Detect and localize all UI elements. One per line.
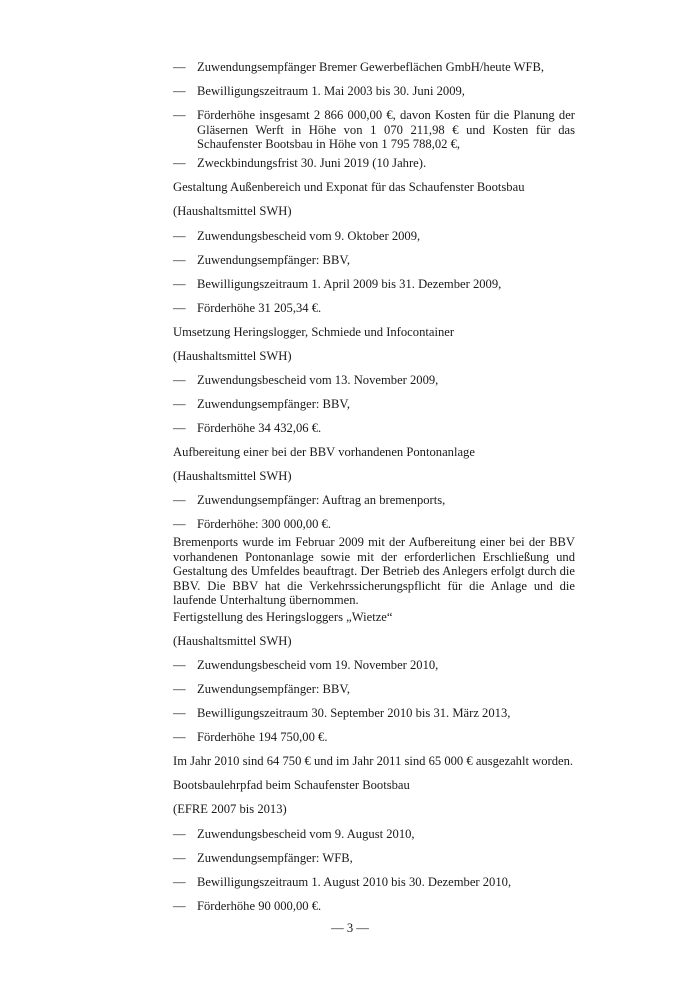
paragraph: (Haushaltsmittel SWH) xyxy=(173,634,292,648)
paragraph: (Haushaltsmittel SWH) xyxy=(173,469,292,483)
list-item-text: Bewilligungszeitraum 1. April 2009 bis 31. Dezember 2009, xyxy=(197,277,502,291)
list-item xyxy=(173,397,575,412)
list-item xyxy=(173,60,575,75)
dash-bullet: — xyxy=(173,682,186,696)
list-item-text: Bewilligungszeitraum 1. Mai 2003 bis 30. Juni 2009, xyxy=(197,84,465,98)
list-item xyxy=(173,875,575,890)
dash-bullet: — xyxy=(173,658,186,672)
paragraph: Fertigstellung des Heringsloggers „Wietze“ xyxy=(173,610,393,624)
dash-bullet: — xyxy=(173,875,186,889)
list-item xyxy=(173,253,575,268)
dash-bullet: — xyxy=(173,493,186,507)
list-item-text: Förderhöhe: 300 000,00 €. xyxy=(197,517,331,531)
dash-bullet: — xyxy=(173,84,186,98)
dash-bullet: — xyxy=(173,899,186,913)
page-number: — 3 — xyxy=(331,921,369,935)
list-item xyxy=(173,421,575,436)
list-item xyxy=(173,156,575,171)
list-item xyxy=(173,730,575,745)
dash-bullet: — xyxy=(173,851,186,865)
list-item-text: Zuwendungsempfänger Bremer Gewerbeflächen GmbH/heute WFB, xyxy=(197,60,545,74)
dash-bullet: — xyxy=(173,301,186,315)
paragraph: Bootsbaulehrpfad beim Schaufenster Bootsbau xyxy=(173,778,410,792)
list-item xyxy=(173,229,575,244)
list-item xyxy=(173,899,575,914)
paragraph: (EFRE 2007 bis 2013) xyxy=(173,802,287,816)
list-item xyxy=(173,706,575,721)
list-item xyxy=(173,373,575,388)
paragraph: Gestaltung Außenbereich und Exponat für das Schaufenster Bootsbau xyxy=(173,180,525,194)
paragraph: Im Jahr 2010 sind 64 750 € und im Jahr 2011 sind 65 000 € ausgezahlt worden. xyxy=(173,754,574,768)
dash-bullet: — xyxy=(173,277,186,291)
list-item xyxy=(173,517,575,532)
list-item-text: Zuwendungsempfänger: BBV, xyxy=(197,682,350,696)
list-item-text: Zuwendungsbescheid vom 9. August 2010, xyxy=(197,827,415,841)
paragraph: Bremenports wurde im Februar 2009 mit der Aufbereitung einer bei der BBV vorhandenen Pontonanlage sowie mit der erforderlichen Erschließung und Gestaltung des Umfeldes beauftragt. Der Betrieb des Anlegers erfolgt durch die BBV. Die BBV hat die Verkehrssicherungspflicht für die Anlage und die laufende Unterhaltung übernommen. xyxy=(173,535,575,607)
dash-bullet: — xyxy=(173,397,186,411)
list-item xyxy=(173,682,575,697)
list-item-text: Zuwendungsempfänger: WFB, xyxy=(197,851,353,865)
list-item-text: Zuwendungsempfänger: BBV, xyxy=(197,397,350,411)
dash-bullet: — xyxy=(173,156,186,170)
dash-bullet: — xyxy=(173,229,186,243)
list-item xyxy=(173,84,575,99)
list-item-text: Bewilligungszeitraum 1. August 2010 bis 30. Dezember 2010, xyxy=(197,875,512,889)
list-item-text: Bewilligungszeitraum 30. September 2010 bis 31. März 2013, xyxy=(197,706,511,720)
list-item-text: Zuwendungsbescheid vom 9. Oktober 2009, xyxy=(197,229,421,243)
paragraph: (Haushaltsmittel SWH) xyxy=(173,204,292,218)
list-item-text: Förderhöhe 31 205,34 €. xyxy=(197,301,322,315)
list-item-text: Zuwendungsbescheid vom 13. November 2009, xyxy=(197,373,439,387)
list-item xyxy=(173,493,575,508)
list-item-text: Förderhöhe 34 432,06 €. xyxy=(197,421,322,435)
list-item xyxy=(173,301,575,316)
paragraph: Umsetzung Heringslogger, Schmiede und Infocontainer xyxy=(173,325,455,339)
list-item-text: Förderhöhe 90 000,00 €. xyxy=(197,899,322,913)
dash-bullet: — xyxy=(173,253,186,267)
dash-bullet: — xyxy=(173,60,186,74)
list-item-text: Zuwendungsempfänger: BBV, xyxy=(197,253,350,267)
dash-bullet: — xyxy=(173,108,186,122)
paragraph: (Haushaltsmittel SWH) xyxy=(173,349,292,363)
list-item xyxy=(173,108,575,152)
list-item xyxy=(173,827,575,842)
list-item-text: Zweckbindungsfrist 30. Juni 2019 (10 Jahre). xyxy=(197,156,427,170)
list-item-text: Förderhöhe 194 750,00 €. xyxy=(197,730,328,744)
list-item xyxy=(173,277,575,292)
dash-bullet: — xyxy=(173,706,186,720)
list-item-text: Zuwendungsbescheid vom 19. November 2010, xyxy=(197,658,439,672)
dash-bullet: — xyxy=(173,517,186,531)
dash-bullet: — xyxy=(173,421,186,435)
list-item xyxy=(173,658,575,673)
list-item-text: Förderhöhe insgesamt 2 866 000,00 €, davon Kosten für die Planung der Gläsernen Werft in Höhe von 1 070 211,98 € und Kosten für das Schaufenster Bootsbau in Höhe von 1 795 788,02 €, xyxy=(197,108,575,151)
dash-bullet: — xyxy=(173,730,186,744)
paragraph: Aufbereitung einer bei der BBV vorhandenen Pontonanlage xyxy=(173,445,475,459)
dash-bullet: — xyxy=(173,827,186,841)
list-item xyxy=(173,851,575,866)
list-item-text: Zuwendungsempfänger: Auftrag an bremenports, xyxy=(197,493,446,507)
dash-bullet: — xyxy=(173,373,186,387)
